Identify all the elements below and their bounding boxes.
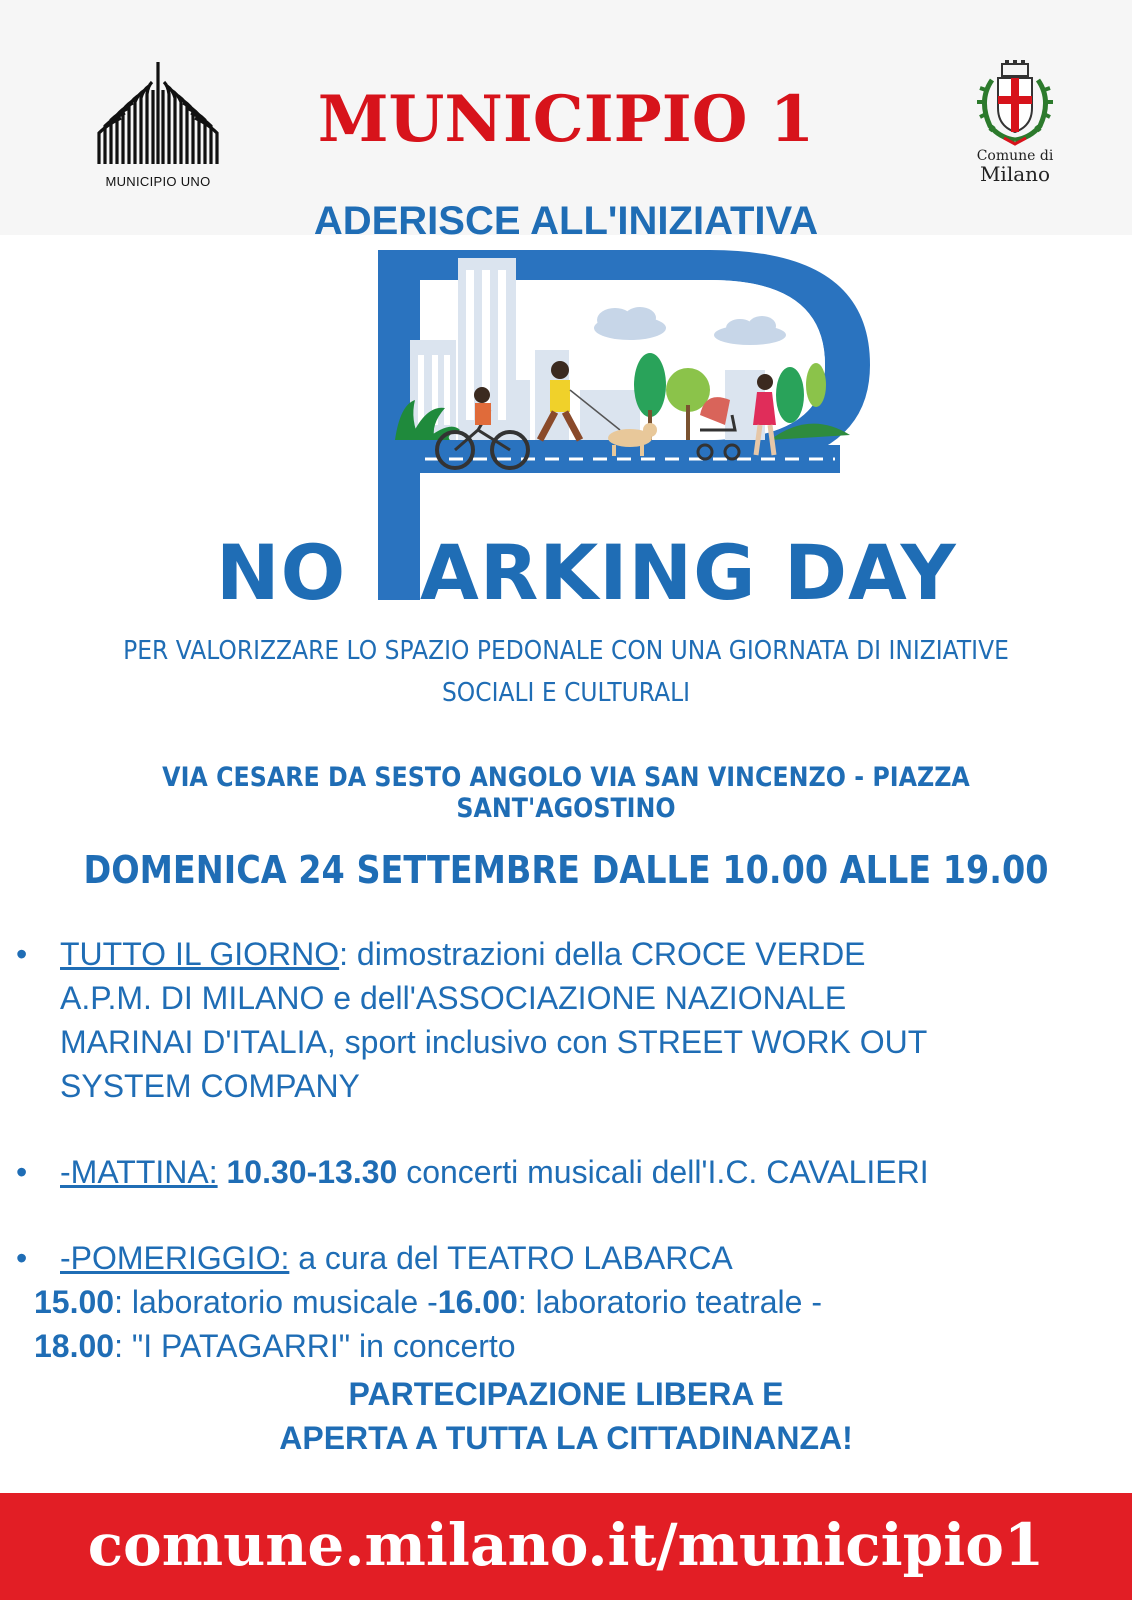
milano-text: Milano <box>979 162 1051 186</box>
bullet: • <box>16 1154 28 1190</box>
schedule-time: 16.00 <box>437 1284 518 1320</box>
item-label: TUTTO IL GIORNO <box>60 936 340 972</box>
tagline-line-1: PER VALORIZZARE LO SPAZIO PEDONALE CON UNA GIORNATA DI INIZIATIVE <box>123 636 1009 666</box>
schedule-time: 15.00 <box>34 1284 115 1320</box>
tagline-line-2: SOCIALI E CULTURALI <box>441 678 691 708</box>
footer-url: comune.milano.it/municipio1 <box>87 1511 1045 1579</box>
item-label: -POMERIGGIO: <box>60 1240 290 1276</box>
schedule-line <box>34 1280 822 1324</box>
schedule-desc: : laboratorio musicale - <box>114 1284 438 1320</box>
comune-text: Comune di <box>976 148 1054 164</box>
subtitle: ADERISCE ALL'INIZIATIVA <box>313 199 819 243</box>
item-text-line: a cura del TEATRO LABARCA <box>289 1240 733 1276</box>
item-text-line: : dimostrazioni della CROCE VERDE <box>339 936 866 972</box>
bullet: • <box>16 1240 28 1276</box>
closing-message <box>0 1372 1132 1460</box>
item-text <box>60 1150 1080 1194</box>
schedule-desc: : "I PATAGARRI" in concerto <box>114 1328 516 1364</box>
item-text <box>60 932 1080 1108</box>
item-text-line: concerti musicali dell'I.C. CAVALIERI <box>397 1154 929 1190</box>
comune-milano-logo <box>960 60 1070 184</box>
item-text <box>60 1236 1080 1280</box>
schedule-desc: : laboratorio teatrale - <box>517 1284 822 1320</box>
coat-of-arms-icon <box>970 60 1060 146</box>
event-title-no: NO <box>216 528 347 617</box>
item-text-line: SYSTEM COMPANY <box>60 1068 360 1104</box>
bullet: • <box>16 936 28 972</box>
item-label: -MATTINA: <box>60 1154 218 1190</box>
event-location: VIA CESARE DA SESTO ANGOLO VIA SAN VINCENZO - PIAZZA SANT'AGOSTINO <box>162 762 970 824</box>
closing-line-1: PARTECIPAZIONE LIBERA E <box>348 1376 784 1412</box>
municipio-uno-text: MUNICIPIO UNO <box>105 174 211 189</box>
item-text-line: MARINAI D'ITALIA, sport inclusivo con STREET WORK OUT <box>60 1024 928 1060</box>
page-title: MUNICIPIO 1 <box>317 82 815 157</box>
schedule-line <box>34 1324 516 1368</box>
closing-line-2: APERTA A TUTTA LA CITTADINANZA! <box>279 1420 853 1456</box>
event-title-arking-day: ARKING DAY <box>420 528 957 617</box>
item-text-line: A.P.M. DI MILANO e dell'ASSOCIAZIONE NAZIONALE <box>60 980 847 1016</box>
schedule-time: 18.00 <box>34 1328 115 1364</box>
item-time: 10.30-13.30 <box>226 1154 398 1190</box>
tagline <box>75 630 1058 714</box>
footer-banner <box>0 1493 1132 1600</box>
event-date: DOMENICA 24 SETTEMBRE DALLE 10.00 ALLE 19.00 <box>83 848 1049 892</box>
event-title <box>0 528 1132 618</box>
